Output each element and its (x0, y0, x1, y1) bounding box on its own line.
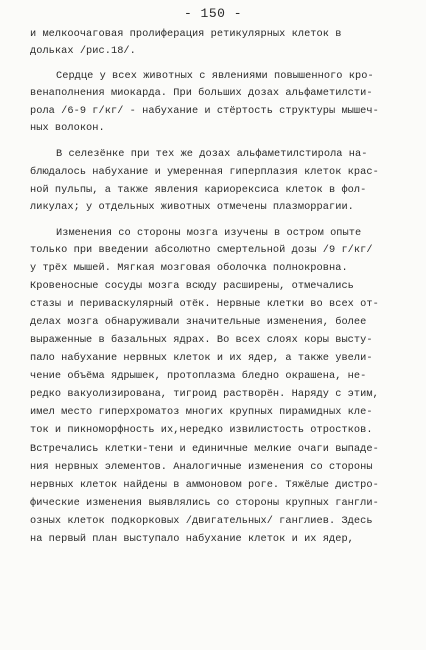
text-line: Встречались клетки-тени и единичные мелкие очаги выпаде- (30, 443, 379, 455)
text-line: только при введении абсолютно смертельной дозы /9 г/кг/ (30, 244, 373, 256)
text-line: рола /6-9 г/кг/ - набухание и стёртость структуры мышеч- (30, 105, 379, 117)
text-line: ных волокон. (30, 122, 105, 134)
text-line: редко вакуолизирована, тигроид растворён. Наряду с этим, (30, 388, 379, 400)
text-line: пало набухание нервных клеток и их ядер, а также увели- (30, 352, 373, 364)
text-line: ликулах; у отдельных животных отмечены плазморрагии. (30, 201, 354, 213)
text-line: фические изменения выявлялись со стороны крупных гангли- (30, 497, 379, 509)
text-line: Сердце у всех животных с явлениями повышенного кро- (56, 70, 374, 82)
text-line: озных клеток подкорковых /двигательных/ ганглиев. Здесь (30, 515, 373, 527)
text-line: чение объёма ядрышек, протоплазма бледно окрашена, не- (30, 370, 367, 382)
text-line: дольках /рис.18/. (30, 45, 136, 57)
text-line: ной пульпы, а также явления кариорексиса клеток в фол- (30, 184, 367, 196)
text-line: ток и пикноморфность их,нередко извилистость отростков. (30, 424, 373, 436)
text-line: и мелкоочаговая пролиферация ретикулярных клеток в (30, 28, 342, 40)
text-line: у трёх мышей. Мягкая мозговая оболочка полнокровна. (30, 262, 348, 274)
text-line: имел место гиперхроматоз многих крупных пирамидных кле- (30, 406, 373, 418)
text-line: делах мозга обнаруживали значительные изменения, более (30, 316, 367, 328)
text-line: В селезёнке при тех же дозах альфаметилстирола на- (56, 148, 368, 160)
text-line: Кровеносные сосуды мозга всюду расширены, отмечались (30, 280, 354, 292)
page-number: - 150 - (183, 6, 243, 21)
text-line: блюдалось набухание и умеренная гиперплазия клеток крас- (30, 166, 379, 178)
text-line: на первый план выступало набухание клеток и их ядер, (30, 533, 354, 545)
text-line: Изменения со стороны мозга изучены в остром опыте (56, 227, 362, 239)
text-line: выраженные в базальных ядрах. Во всех слоях коры высту- (30, 334, 373, 346)
text-line: ния нервных элементов. Аналогичные изменения со стороны (30, 461, 373, 473)
text-line: венаполнения миокарда. При больших дозах альфаметилсти- (30, 87, 373, 99)
text-line: нервных клеток найдены в аммоновом роге. Тяжёлые дистро- (30, 479, 379, 491)
text-line: стазы и периваскулярный отёк. Нервные клетки во всех от- (30, 298, 379, 310)
